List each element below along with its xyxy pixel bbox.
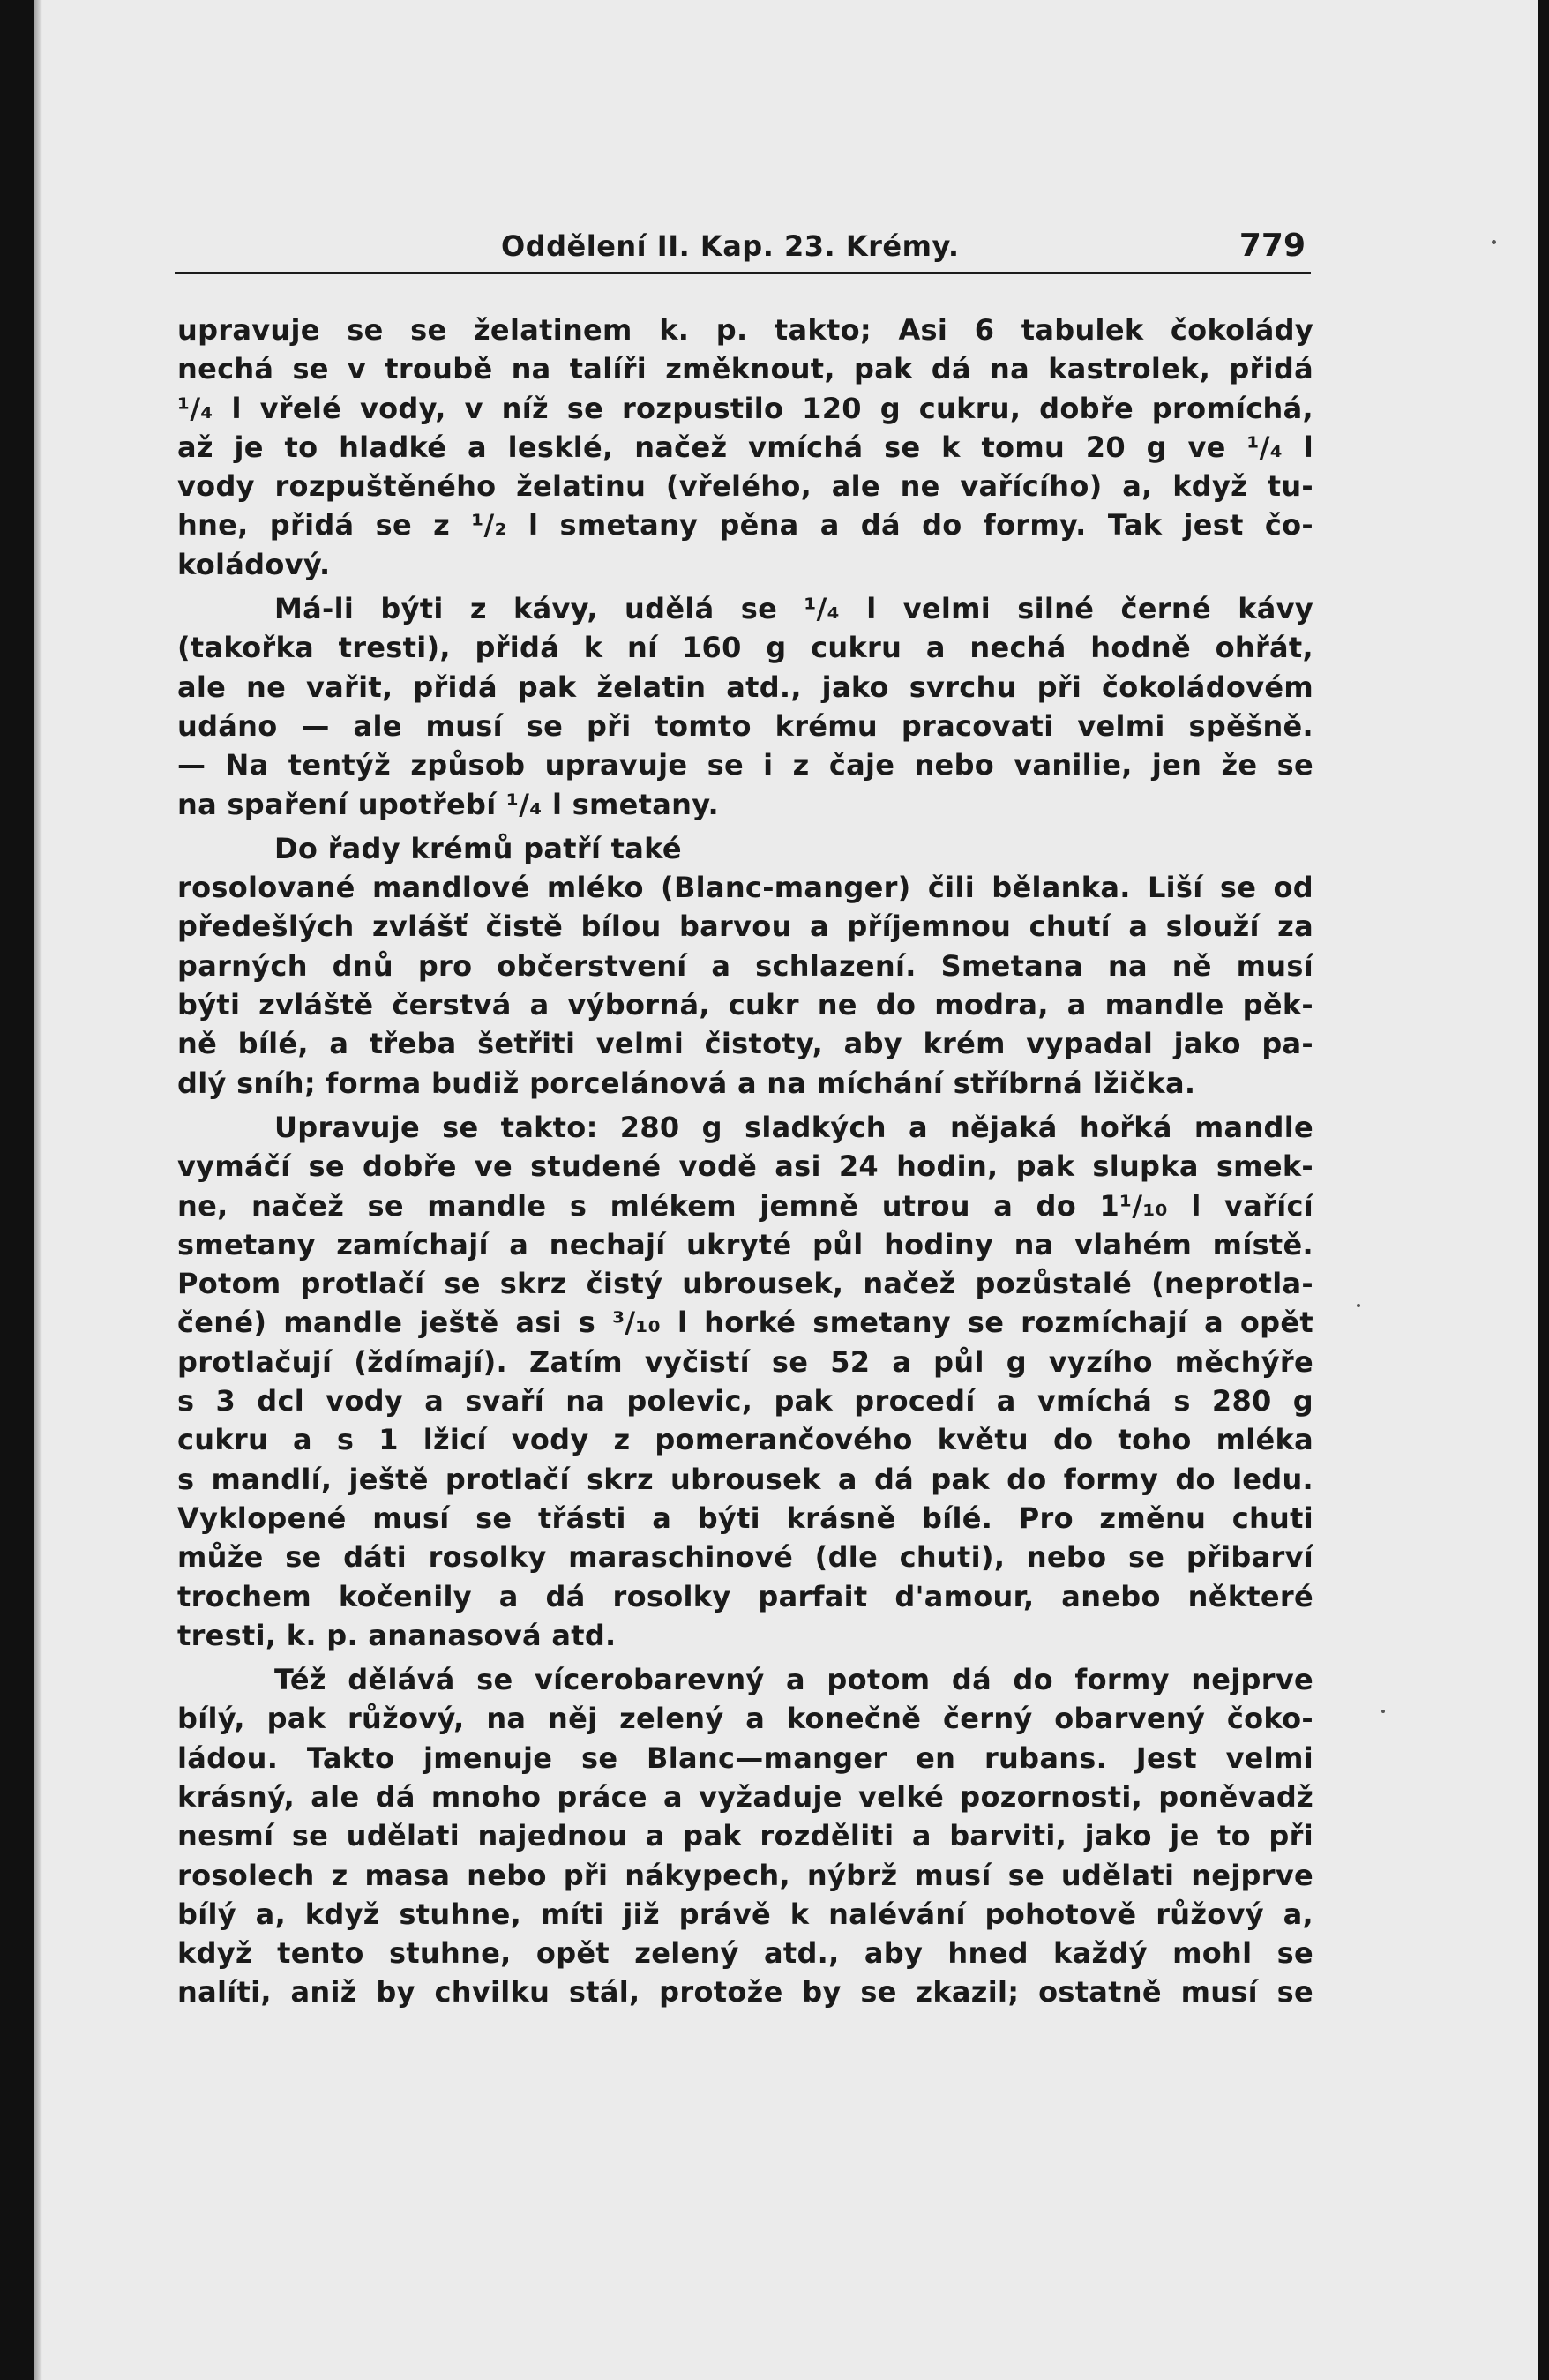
text-line: protlačují (ždímají). Zatím vyčistí se 52 a půl g vyzího měchýře <box>177 1344 1313 1379</box>
text-line: Potom protlačí se skrz čistý ubrousek, načež pozůstalé (neprotla- <box>177 1267 1313 1301</box>
text-line: čené) mandle ještě asi s ³/₁₀ l horké smetany se rozmíchají a opět <box>177 1306 1313 1340</box>
text-line: bílý a, když stuhne, míti již právě k nalévání pohotově růžový a, <box>177 1897 1313 1931</box>
text-line: ¹/₄ l vřelé vody, v níž se rozpustilo 120 g cukru, dobře promíchá, <box>177 391 1313 425</box>
text-line: udáno — ale musí se při tomto krému pracovati velmi spěšně. <box>177 708 1313 743</box>
text-line: hne, přidá se z ¹/₂ l smetany pěna a dá do formy. Tak jest čo- <box>177 508 1313 543</box>
text-line: — Na tentýž způsob upravuje se i z čaje nebo vanilie, jen že se <box>177 748 1313 782</box>
text-line: vymáčí se dobře ve studené vodě asi 24 hodin, pak slupka smek- <box>177 1149 1313 1184</box>
body-text <box>177 311 1313 2012</box>
text-line: až je to hladké a lesklé, načež vmíchá se k tomu 20 g ve ¹/₄ l <box>177 430 1313 464</box>
text-line: trochem kočenily a dá rosolky parfait d'amour, anebo některé <box>177 1579 1313 1613</box>
text-line: Upravuje se takto: 280 g sladkých a nějaká hořká mandle <box>274 1110 1313 1144</box>
text-line: nalíti, aniž by chvilku stál, protože by se zkazil; ostatně musí se <box>177 1975 1313 2010</box>
text-line: ně bílé, a třeba šetřiti velmi čistoty, aby krém vypadal jako pa- <box>177 1027 1313 1061</box>
text-line: ládou. Takto jmenuje se Blanc—manger en rubans. Jest velmi <box>177 1740 1313 1775</box>
text-line: předešlých zvlášť čistě bílou barvou a příjemnou chutí a slouží za <box>177 909 1313 944</box>
speck <box>1492 240 1496 244</box>
text-line: (takořka tresti), přidá k ní 160 g cukru a nechá hodně ohřát, <box>177 631 1313 665</box>
text-line: nechá se v troubě na talíři změknout, pak dá na kastrolek, přidá <box>177 352 1313 386</box>
text-line: Do řady krémů patří také <box>274 831 682 865</box>
text-line: Vyklopené musí se třásti a býti krásně bílé. Pro změnu chuti <box>177 1501 1313 1535</box>
page-number: 779 <box>1238 228 1306 264</box>
page-edge-shadow <box>34 0 42 2380</box>
text-line: dlý sníh; forma budiž porcelánová a na míchání stříbrná lžička. <box>177 1066 1196 1100</box>
text-line: nesmí se udělati najednou a pak rozděliti a barviti, jako je to při <box>177 1819 1313 1853</box>
speck <box>1357 1304 1360 1307</box>
page-header <box>175 228 1311 274</box>
text-line: upravuje se se želatinem k. p. takto; Asi 6 tabulek čokolády <box>177 313 1313 347</box>
text-line: koládový. <box>177 547 331 581</box>
text-line: rosolované mandlové mléko (Blanc-manger) čili bělanka. Liší se od <box>177 871 1313 905</box>
text-line: ale ne vařit, přidá pak želatin atd., jako svrchu při čokoládovém <box>177 670 1313 704</box>
text-line: Má-li býti z kávy, udělá se ¹/₄ l velmi silné černé kávy <box>274 592 1313 626</box>
running-title: Oddělení II. Kap. 23. Krémy. <box>501 229 960 263</box>
text-line: vody rozpuštěného želatinu (vřelého, ale ne vařícího) a, když tu- <box>177 469 1313 504</box>
text-line: ne, načež se mandle s mlékem jemně utrou a do 1¹/₁₀ l vařící <box>177 1188 1313 1223</box>
text-line: na spaření upotřebí ¹/₄ l smetany. <box>177 787 719 821</box>
text-line: býti zvláště čerstvá a výborná, cukr ne do modra, a mandle pěk- <box>177 988 1313 1022</box>
text-line: s mandlí, ještě protlačí skrz ubrousek a dá pak do formy do ledu. <box>177 1462 1313 1496</box>
text-line: cukru a s 1 lžicí vody z pomerančového květu do toho mléka <box>177 1423 1313 1457</box>
speck <box>1381 1710 1385 1713</box>
text-line: s 3 dcl vody a svaří na polevic, pak procedí a vmíchá s 280 g <box>177 1384 1313 1418</box>
text-line: smetany zamíchají a nechají ukryté půl hodiny na vlahém místě. <box>177 1227 1313 1261</box>
text-line: bílý, pak růžový, na něj zelený a konečně černý obarvený čoko- <box>177 1702 1313 1736</box>
text-line: krásný, ale dá mnoho práce a vyžaduje velké pozornosti, poněvadž <box>177 1779 1313 1814</box>
text-line: když tento stuhne, opět zelený atd., aby hned každý mohl se <box>177 1936 1313 1971</box>
book-page <box>34 0 1538 2380</box>
text-line: může se dáti rosolky maraschinové (dle chuti), nebo se přibarví <box>177 1540 1313 1575</box>
text-line: parných dnů pro občerstvení a schlazení. Smetana na ně musí <box>177 948 1313 983</box>
text-line: Též dělává se vícerobarevný a potom dá do formy nejprve <box>274 1663 1313 1697</box>
text-line: tresti, k. p. ananasová atd. <box>177 1618 617 1652</box>
text-line: rosolech z masa nebo při nákypech, nýbrž musí se udělati nejprve <box>177 1858 1313 1892</box>
